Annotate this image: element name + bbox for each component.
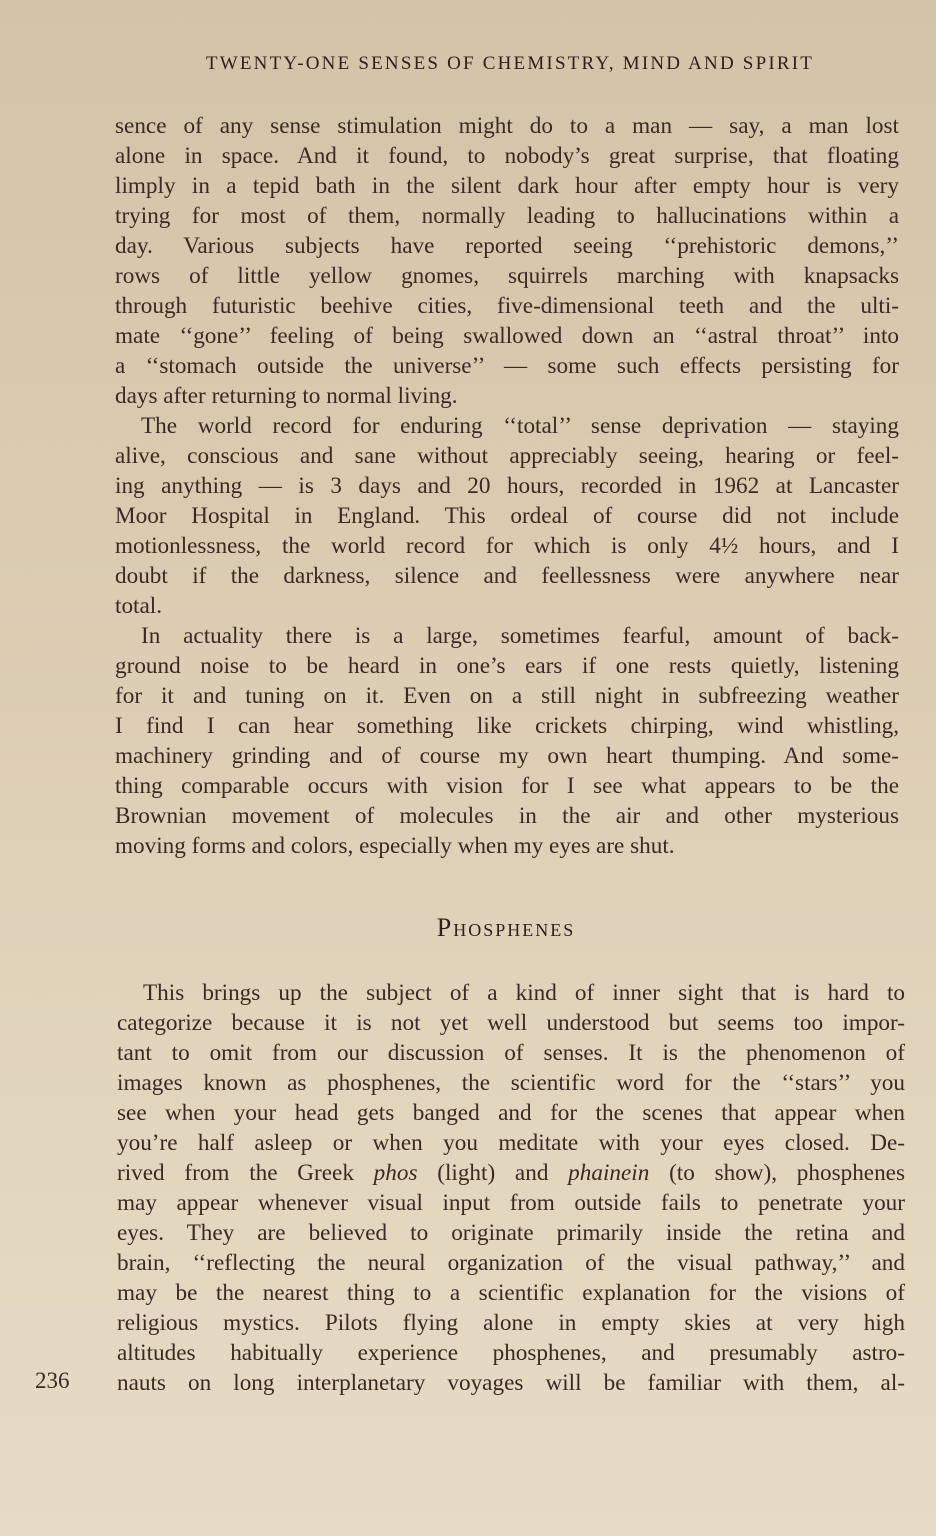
text-line: categorize because it is not yet well understood but seems too impor- bbox=[117, 1010, 905, 1036]
text-line: alone in space. And it found, to nobody’s great surprise, that floating bbox=[115, 143, 899, 169]
text-line: ing anything — is 3 days and 20 hours, recorded in 1962 at Lancaster bbox=[115, 473, 899, 499]
text-line: alive, conscious and sane without appreciably seeing, hearing or feel- bbox=[115, 443, 899, 469]
text-line: religious mystics. Pilots flying alone in empty skies at very high bbox=[117, 1310, 905, 1336]
text-line: a ‘‘stomach outside the universe’’ — some such effects persisting for bbox=[115, 353, 899, 379]
text-line: In actuality there is a large, sometimes fearful, amount of back- bbox=[141, 623, 899, 649]
text-line: see when your head gets banged and for the scenes that appear when bbox=[117, 1100, 905, 1126]
text-line: The world record for enduring ‘‘total’’ sense deprivation — staying bbox=[141, 413, 899, 439]
section-heading: Phosphenes bbox=[436, 913, 576, 942]
running-head: TWENTY-ONE SENSES OF CHEMISTRY, MIND AND SPIRIT bbox=[205, 53, 815, 74]
text-line: nauts on long interplanetary voyages will be familiar with them, al- bbox=[117, 1370, 905, 1396]
text-line: tant to omit from our discussion of senses. It is the phenomenon of bbox=[117, 1040, 905, 1066]
text-line: moving forms and colors, especially when my eyes are shut. bbox=[115, 833, 675, 859]
text-line: eyes. They are believed to originate primarily inside the retina and bbox=[117, 1220, 905, 1246]
text-line: rived from the Greek phos (light) and phainein (to show), phosphenes bbox=[117, 1160, 905, 1186]
text-line: for it and tuning on it. Even on a still night in subfreezing weather bbox=[115, 683, 899, 709]
text-line: may appear whenever visual input from outside fails to penetrate your bbox=[117, 1190, 905, 1216]
body-text-block-1 bbox=[115, 111, 899, 861]
text-line: you’re half asleep or when you meditate with your eyes closed. De- bbox=[117, 1130, 905, 1156]
text-line: images known as phosphenes, the scientific word for the ‘‘stars’’ you bbox=[117, 1070, 905, 1096]
page-number: 236 bbox=[35, 1368, 70, 1393]
text-line: sence of any sense stimulation might do to a man — say, a man lost bbox=[115, 113, 899, 139]
text-line: ground noise to be heard in one’s ears if one rests quietly, listening bbox=[115, 653, 899, 679]
text-line: doubt if the darkness, silence and feellessness were anywhere near bbox=[115, 563, 899, 589]
text-line: trying for most of them, normally leading to hallucinations within a bbox=[115, 203, 899, 229]
text-line: rows of little yellow gnomes, squirrels marching with knapsacks bbox=[115, 263, 899, 289]
text-line: motionlessness, the world record for which is only 4½ hours, and I bbox=[115, 533, 899, 559]
text-line: limply in a tepid bath in the silent dark hour after empty hour is very bbox=[115, 173, 899, 199]
body-text-block-2 bbox=[117, 978, 905, 1398]
text-line: thing comparable occurs with vision for I see what appears to be the bbox=[115, 773, 899, 799]
text-line: I find I can hear something like crickets chirping, wind whistling, bbox=[115, 713, 899, 739]
text-line: Moor Hospital in England. This ordeal of course did not include bbox=[115, 503, 899, 529]
text-line: brain, ‘‘reflecting the neural organization of the visual pathway,’’ and bbox=[117, 1250, 905, 1276]
text-line: mate ‘‘gone’’ feeling of being swallowed down an ‘‘astral throat’’ into bbox=[115, 323, 899, 349]
text-line: altitudes habitually experience phosphenes, and presumably astro- bbox=[117, 1340, 905, 1366]
text-line: through futuristic beehive cities, five-dimensional teeth and the ulti- bbox=[115, 293, 899, 319]
text-line: machinery grinding and of course my own heart thumping. And some- bbox=[115, 743, 899, 769]
text-line: Brownian movement of molecules in the air and other mysterious bbox=[115, 803, 899, 829]
text-line: may be the nearest thing to a scientific explanation for the visions of bbox=[117, 1280, 905, 1306]
text-line: This brings up the subject of a kind of inner sight that is hard to bbox=[143, 980, 905, 1006]
text-line: total. bbox=[115, 593, 163, 619]
text-line: days after returning to normal living. bbox=[115, 383, 458, 409]
text-line: day. Various subjects have reported seeing ‘‘prehistoric demons,’’ bbox=[115, 233, 899, 259]
